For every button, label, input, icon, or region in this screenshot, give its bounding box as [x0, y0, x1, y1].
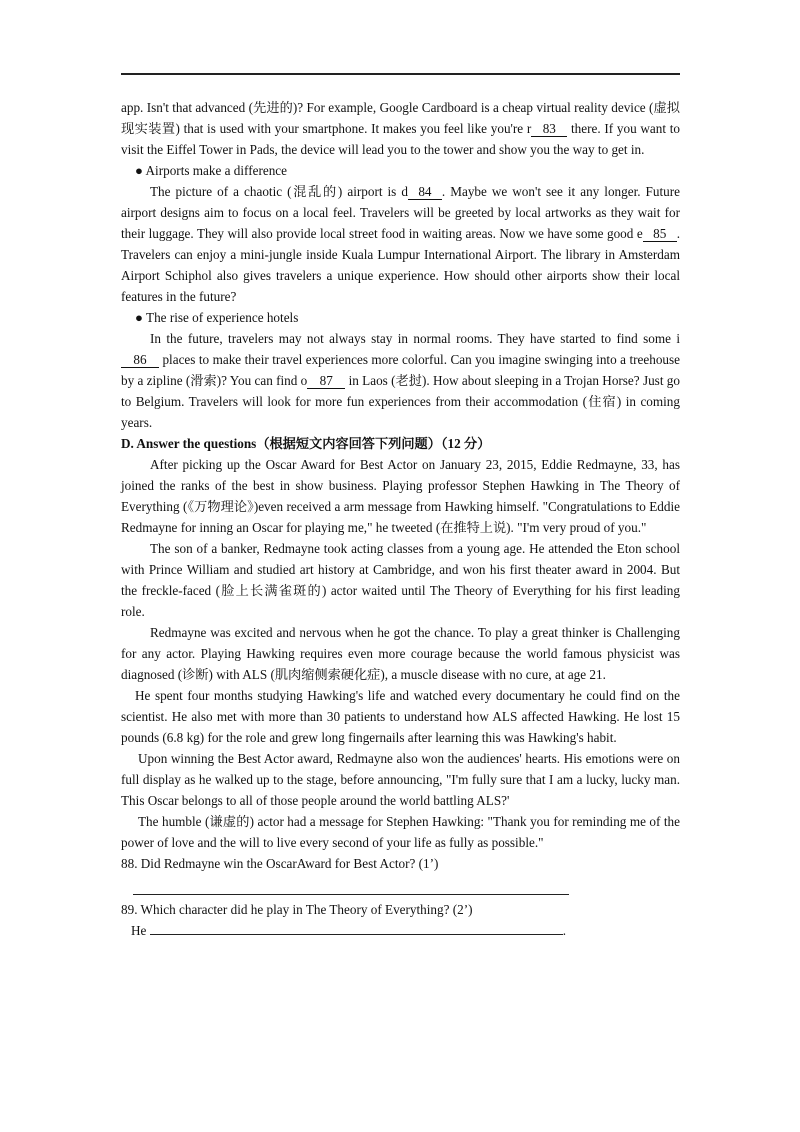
bullet-airports: ● Airports make a difference [135, 163, 287, 178]
page-content [121, 97, 680, 941]
paragraph-text: The picture of a chaotic (混乱的) airport is d [150, 184, 408, 199]
paragraph-text: there. If you want to visit the Eiffel Tower in Pads, the device will lead you to the tower and show you the way to get in. [121, 121, 681, 157]
answer-period: . [562, 923, 566, 938]
blank-83: 83 [531, 121, 567, 137]
bullet-hotels: ● The rise of experience hotels [135, 310, 299, 325]
blank-85: 85 [643, 226, 677, 242]
blank-84: 84 [408, 184, 442, 200]
blank-87: 87 [307, 373, 345, 389]
section-d-heading: D. Answer the questions（根据短文内容回答下列问题）（12 分） [121, 436, 491, 451]
header-rule [121, 73, 680, 75]
paragraph-hotels [121, 328, 680, 433]
paragraph-vr [121, 97, 680, 160]
paragraph-text: . Maybe we won't see it any longer. Future airport designs aim to focus on a local feel. Travelers will be greeted by local artworks as they wait for their luggage. They will also provide local street food in waiting areas. Now we have some good e [121, 184, 680, 241]
answer-line-88[interactable] [133, 880, 569, 895]
paragraph-text: app. Isn't that advanced (先进的)? For example, Google Cardboard is a cheap virtual reality device (虚拟现实装置) that is used with your smartphone. It makes you feel like you're r [121, 100, 680, 136]
paragraph-text: In the future, travelers may not always stay in normal rooms. They have started to find some i [150, 331, 680, 346]
blank-86: 86 [121, 352, 159, 368]
paragraph-text: . Travelers can enjoy a mini-jungle inside Kuala Lumpur International Airport. The library in Amsterdam Airport Schiphol also gives travelers a unique experience. How should other airports show their local features in the future? [121, 226, 680, 304]
passage-paragraph-2: The son of a banker, Redmayne took acting classes from a young age. He attended the Eton school with Prince William and studied art history at Cambridge, and won his first theater award in 2004. But the freckle-faced (脸上长满雀斑的) actor waited until The Theory of Everything for his first leading role. [121, 541, 680, 619]
question-88: 88. Did Redmayne win the OscarAward for Best Actor? (1’) [121, 856, 439, 871]
answer-line-89[interactable] [150, 920, 563, 935]
passage-paragraph-5: Upon winning the Best Actor award, Redmayne also won the audiences' hearts. His emotions were on full display as he walked up to the stage, before announcing, "I'm fully sure that I am a lucky, lucky man. This Oscar belongs to all of those people around the world battling ALS?' [121, 751, 680, 808]
paragraph-text: places to make their travel experiences more colorful. Can you imagine swinging into a treehouse by a zipline (滑索)? You can find o [121, 352, 680, 388]
answer-prefix: He [131, 923, 147, 938]
paragraph-airports [121, 181, 680, 307]
passage-paragraph-3: Redmayne was excited and nervous when he got the chance. To play a great thinker is Challenging for any actor. Playing Hawking requires even more courage because the world famous physicist was diagnosed (诊断) with ALS (肌肉缩侧索硬化症), a muscle disease with no cure, at age 21. [121, 625, 680, 682]
paragraph-text: in Laos (老挝). How about sleeping in a Trojan Horse? Just go to Belgium. Travelers will look for more fun experiences from their accommodation (住宿) in coming years. [121, 373, 680, 430]
passage-paragraph-1: After picking up the Oscar Award for Best Actor on January 23, 2015, Eddie Redmayne, 33, has joined the ranks of the best in show business. Playing professor Stephen Hawking in The Theory of Everything (《万物理论》)even received a arm message from Hawking himself. "Congratulations to Eddie Redmayne for inning an Oscar for playing me," he tweeted (在推特上说). "I'm very proud of you." [121, 457, 680, 535]
answer-row-89 [121, 920, 680, 941]
passage-paragraph-6: The humble (谦虚的) actor had a message for Stephen Hawking: "Thank you for reminding me of the power of love and the will to live every second of your life as fully as possible." [121, 814, 680, 850]
question-89: 89. Which character did he play in The Theory of Everything? (2’) [121, 902, 473, 917]
passage-paragraph-4: He spent four months studying Hawking's life and watched every documentary he could find on the scientist. He also met with more than 30 patients to understand how ALS affected Hawking. He lost 15 pounds (6.8 kg) for the role and grew long fingernails after learning this was Hawking's habit. [121, 688, 680, 745]
